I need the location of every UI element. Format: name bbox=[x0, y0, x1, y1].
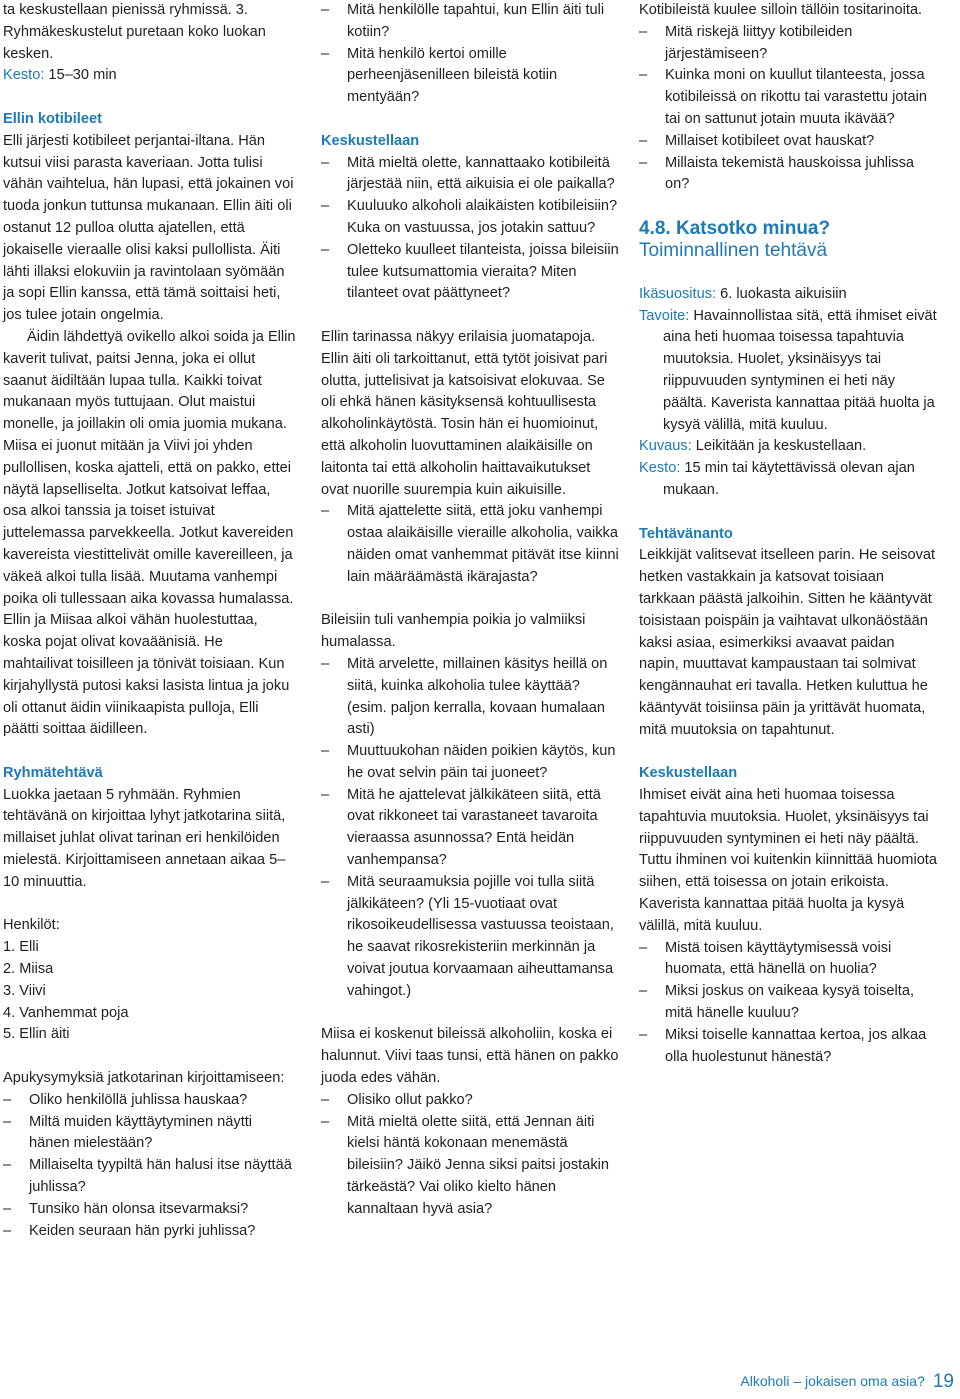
list-item: 3. Viivi bbox=[3, 982, 46, 999]
list-item: – Muuttuukohan näiden poikien käytös, kun he ovat selvin päin tai juoneet? bbox=[321, 741, 619, 785]
list-item: – Miksi toiselle kannattaa kertoa, jos alkaa olla huolestunut hänestä? bbox=[639, 1025, 937, 1069]
intro-text: ta keskustellaan pienissä ryhmissä. 3. Ryhmäkeskustelut puretaan koko luokan kesken. bbox=[3, 2, 266, 62]
age-value: 6. luokasta aikuisiin bbox=[716, 285, 847, 302]
list-item: – Oletteko kuulleet tilanteista, joissa bileisiin tulee kutsumattomia vieraita? Miten tilanteet ovat päättyneet? bbox=[321, 240, 619, 305]
list-item: – Mistä toisen käyttäytymisessä voisi huomata, että hänellä on huolia? bbox=[639, 938, 937, 982]
discussion-heading: Keskustellaan bbox=[321, 132, 420, 149]
list-item: 4. Vanhemmat poja bbox=[3, 1004, 129, 1021]
discussion-heading: Keskustellaan bbox=[639, 765, 738, 782]
list-item: – Keiden seuraan hän pyrki juhlissa? bbox=[3, 1221, 296, 1243]
goal-key: Tavoite: bbox=[639, 307, 690, 324]
aux-questions-label: Apukysymyksiä jatkotarinan kirjoittamiseen: bbox=[3, 1070, 285, 1087]
list-item: – Millaista tekemistä hauskoissa juhlissa on? bbox=[639, 153, 937, 197]
description-value: Leikitään ja keskustellaan. bbox=[691, 438, 867, 455]
duration-value: 15 min tai käytettävissä olevan ajan mukaan. bbox=[663, 460, 915, 498]
list-item: – Mitä he ajattelevat jälkikäteen siitä, että ovat rikkoneet tai varastaneet tavaroita vieraassa asunnossa? Entä heidän vanhempansa? bbox=[321, 785, 619, 872]
goal-value: Havainnollistaa sitä, että ihmiset eivät aina heti huomaa toisessa tapahtuvia muutoksia. Huolet, yksinäisyys tai riippuvuuden syntyminen ei heti näy päältä. Kaverista kannattaa pitää huolta ja kysyä välillä, mitä kuuluu. bbox=[663, 307, 937, 433]
age-line bbox=[639, 284, 937, 306]
duration-line bbox=[639, 458, 937, 502]
list-item: – Miltä muiden käyttäytyminen näytti hänen mielestään? bbox=[3, 1112, 296, 1156]
page-footer bbox=[740, 1370, 954, 1393]
list-item: 5. Ellin äiti bbox=[3, 1026, 70, 1043]
list-item: 1. Elli bbox=[3, 939, 39, 956]
persons-label: Henkilöt: bbox=[3, 917, 60, 934]
task-heading: Tehtävänanto bbox=[639, 525, 733, 542]
list-item: – Kuuluuko alkoholi alaikäisten kotibileisiin? Kuka on vastuussa, jos jotakin sattuu? bbox=[321, 196, 619, 240]
description-key: Kuvaus: bbox=[639, 438, 692, 455]
list-item: – Mitä mieltä olette, kannattaako kotibileitä järjestää niin, että aikuisia ei ole paikalla? bbox=[321, 153, 619, 197]
list-item: – Millaiset kotibileet ovat hauskat? bbox=[639, 131, 937, 153]
list-item: – Mitä ajattelette siitä, että joku vanhempi ostaa alaikäisille vieraille alkoholia, vaikka näiden omat vanhemmat pitävät itse kiinni lain määräämästä ikärajasta? bbox=[321, 501, 619, 588]
list-item: – Kuinka moni on kuullut tilanteesta, jossa kotibileissä on rikottu tai varastettu jotain tai on sattunut jotain muuta ikävää? bbox=[639, 65, 937, 130]
story-paragraph-1: Elli järjesti kotibileet perjantai-iltana. Hän kutsui viisi parasta kaveriaan. Jotta tulisi vähän vaihtelua, hän lupasi, että jokainen voi tuoda jonkun tuttunsa mukanaan. Ellin äiti oli ostanut 12 pulloa olutta ajatellen, että jokaiselle vieraalle olisi kaksi pullollista. Äiti lähti illaksi elokuviin ja ravintolaan syömään ja sopi Ellin kanssa, että tämä soittaisi heti, jos tulee jotain ongelmia. bbox=[3, 132, 294, 324]
discussion-text: Ihmiset eivät aina heti huomaa toisessa tapahtuvia muutoksia. Huolet, yksinäisyys tai riippuvuuden syntyminen ei heti näy päältä. Tuttu ihminen voi kuitenkin kiinnittää huomiota siihen, että toisessa on jotain erikoista. Kaverista kannattaa pitää huolta ja kysyä välillä, mitä kuuluu. bbox=[639, 787, 937, 934]
list-item: 2. Miisa bbox=[3, 961, 54, 978]
footer-title: Alkoholi – jokaisen oma asia? bbox=[740, 1373, 925, 1389]
list-item: – Miksi joskus on vaikeaa kysyä toiselta, mitä hänelle kuuluu? bbox=[639, 981, 937, 1025]
story-heading: Ellin kotibileet bbox=[3, 110, 102, 127]
list-item: – Mitä henkilölle tapahtui, kun Ellin äiti tuli kotiin? bbox=[321, 0, 619, 44]
description-line bbox=[639, 436, 937, 458]
goal-line bbox=[639, 306, 937, 437]
list-item: – Mitä mieltä olette siitä, että Jennan äiti kielsi häntä kokonaan menemästä bileisiin? Jäikö Jenna siksi paitsi jostakin tärkeästä? Vai oliko kielto hänen kannaltaan hyvä asia? bbox=[321, 1112, 619, 1221]
list-item: – Oliko henkilöllä juhlissa hauskaa? bbox=[3, 1090, 296, 1112]
story-paragraph-2: Äidin lähdettyä ovikello alkoi soida ja Ellin kaverit tulivat, paitsi Jenna, joka ei ollut saanut äidiltään lupaa tulla. Kaikki toivat mukanaan myös tuttujaan. Olut maistui monelle, ja joillakin oli omia juomia mukana. Miisa ei juonut mitään ja Viivi joi yhden pullollisen, koska ajatteli, että on pakko, ettei näytä lapselliselta. Jotkut katsoivat leffaa, osa alkoi tanssia ja toiset istuivat juttelemassa parvekkeella. Jotkut kavereiden kavereista viestittelivät omille kavereilleen, ja väkeä alkoi tulla lisää. Muutama vanhempi poika oli tullessaan aika kovassa humalassa. Ellin ja Miisaa alkoi vähän huolestuttaa, koska pojat olivat kovaäänisiä. He mahtailivat toisilleen ja tönivät toisiaan. Kun kirjahyllystä putosi kaksi lasista lintua ja joku oli ottanut äidin viinikaapista pulloja, Elli päätti soittaa äidilleen. bbox=[3, 328, 296, 738]
age-key: Ikäsuositus: bbox=[639, 285, 717, 302]
list-item: – Mitä henkilö kertoi omille perheenjäsenilleen bileistä kotiin mentyään? bbox=[321, 44, 619, 109]
kesto-key: Kesto: bbox=[3, 67, 45, 84]
kesto-line bbox=[3, 65, 296, 87]
list-item: – Mitä seuraamuksia pojille voi tulla siitä jälkikäteen? (Yli 15-vuotiaat ovat rikosoikeudellisessa vastuussa teoistaan, he saavat rikosrekisteriin merkinnän ja voivat joutua korvaamaan aiheuttamansa vahingot.) bbox=[321, 872, 619, 1003]
group-task-text: Luokka jaetaan 5 ryhmään. Ryhmien tehtävänä on kirjoittaa lyhyt jatkotarina siitä, millaiset juhlat olivat tarinan eri henkilöiden mielestä. Kirjoittamiseen annetaan aikaa 5–10 minuuttia. bbox=[3, 786, 286, 890]
list-item: – Millaiselta tyypiltä hän halusi itse näyttää juhlissa? bbox=[3, 1155, 296, 1199]
page-number: 19 bbox=[932, 1371, 954, 1392]
paragraph: Kotibileistä kuulee silloin tällöin tositarinoita. bbox=[639, 2, 923, 18]
section-title: 4.8. Katsotko minua? bbox=[639, 217, 831, 239]
section-subtitle: Toiminnallinen tehtävä bbox=[639, 239, 828, 261]
list-item: – Tunsiko hän olonsa itsevarmaksi? bbox=[3, 1199, 296, 1221]
column-1 bbox=[3, 0, 296, 1242]
task-text: Leikkijät valitsevat itselleen parin. He seisovat hetken vastakkain ja katsovat toisiaan tarkkaan päästä jalkoihin. Sitten he kääntyvät toisistaan poispäin ja vaihtavat ulkonäöstään kaksi asiaa, esimerkiksi avaavat paidan napin, muuttavat kampaustaan tai solmivat kengännauhat eri tavalla. Hetken kuluttua he kääntyvät toisiinsa päin ja yrittävät huomata, mitä muutoksia on tapahtunut. bbox=[639, 547, 936, 738]
list-item: – Mitä riskejä liittyy kotibileiden järjestämiseen? bbox=[639, 22, 937, 66]
group-task-heading: Ryhmätehtävä bbox=[3, 764, 103, 781]
column-2 bbox=[321, 0, 619, 1221]
persons-list bbox=[3, 937, 296, 1046]
kesto-value: 15–30 min bbox=[44, 67, 117, 84]
paragraph: Bileisiin tuli vanhempia poikia jo valmiiksi humalassa. bbox=[321, 612, 586, 651]
column-3 bbox=[639, 0, 937, 1068]
duration-key: Kesto: bbox=[639, 460, 681, 477]
list-item: – Mitä arvelette, millainen käsitys heillä on siitä, kuinka alkoholia tulee käyttää? (esim. paljon kerralla, kovaan humalaan asti) bbox=[321, 654, 619, 741]
paragraph: Miisa ei koskenut bileissä alkoholiin, koska ei halunnut. Viivi taas tunsi, että hänen on pakko juoda edes vähän. bbox=[321, 1026, 619, 1087]
paragraph: Ellin tarinassa näkyy erilaisia juomatapoja. Ellin äiti oli tarkoittanut, että tytöt joisivat pari olutta, juttelisivat ja katsoisivat elokuvaa. Se oli ehkä hänen käsityksensä kohtuullisesta alkoholinkäytöstä. Tosin hän ei huomioinut, että alkoholin luovuttaminen alaikäisille on laitonta tai että alkoholin haittavaikutukset ovat nuorille suurempia kuin aikuisille. bbox=[321, 328, 608, 498]
list-item: – Olisiko ollut pakko? bbox=[321, 1090, 619, 1112]
